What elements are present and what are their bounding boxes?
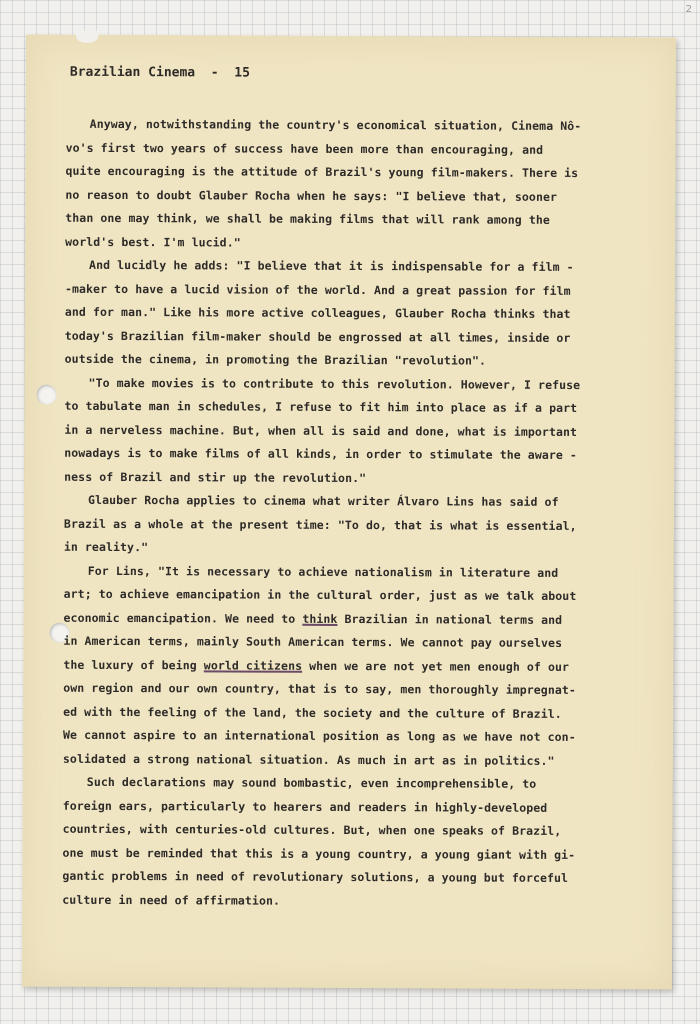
- text-line: [63, 653, 629, 679]
- text-line: in a nerveless machine. But, when all is said and done, what is important: [64, 422, 578, 439]
- text-line: quite encouraging is the attitude of Brazil's young film-makers. There is: [65, 163, 579, 180]
- punch-hole-icon: [36, 385, 56, 405]
- corner-page-mark: 2: [685, 4, 692, 15]
- text-line: own region and our own country, that is to say, men thoroughly impregnat-: [63, 680, 576, 697]
- text-line: And lucidly he adds: "I believe that it is indispensable for a film -: [89, 257, 574, 274]
- text-line: ness of Brazil and stir up the revolution.": [64, 469, 367, 485]
- text-line: "To make movies is to contribute to this revolution. However, I refuse: [88, 375, 581, 392]
- text-line: Brazil as a whole at the present time: "To do, that is what is essential,: [63, 516, 577, 533]
- text-line: countries, with centuries-old cultures. But, when one speaks of Brazil,: [62, 821, 562, 838]
- text-line: no reason to doubt Glauber Rocha when he says: "I believe that, sooner: [65, 187, 558, 204]
- text-line: and for man." Like his more active colleagues, Glauber Rocha thinks that: [64, 304, 571, 321]
- text-line: outside the cinema, in promoting the Brazilian "revolution".: [64, 351, 487, 368]
- text-line: Anyway, notwithstanding the country's economical situation, Cinema Nô-: [89, 116, 582, 134]
- text-line: art; to achieve emancipation in the cultural order, just as we talk about: [63, 586, 577, 603]
- text-line: than one may think, we shall be making films that will rank among the: [65, 210, 550, 227]
- text-line: Such declarations may sound bombastic, even incomprehensible, to: [86, 774, 537, 791]
- text-line: For Lins, "It is necessary to achieve nationalism in literature and: [87, 563, 559, 580]
- text-line: today's Brazilian film-maker should be engrossed at all times, inside or: [64, 328, 571, 345]
- text-line: in reality.": [63, 539, 149, 555]
- text-segment: economic emancipation. We need to: [63, 610, 303, 626]
- underlined-word: think: [302, 611, 338, 626]
- typed-body: [62, 113, 631, 914]
- text-segment: the luxury of being: [63, 657, 204, 672]
- text-segment: Brazilian in national terms and: [337, 611, 563, 627]
- text-line: in American terms, mainly South American terms. We cannot pay ourselves: [63, 633, 563, 650]
- text-line: to tabulate man in schedules, I refuse to fit him into place as if a part: [64, 398, 578, 415]
- text-line: ed with the feeling of the land, the society and the culture of Brazil.: [63, 704, 562, 721]
- text-line: vo's first two years of success have been more than encouraging, and: [65, 140, 544, 157]
- text-line: -maker to have a lucid vision of the world. And a great passion for film: [64, 281, 571, 298]
- text-line: gantic problems in need of revolutionary solutions, a young but forceful: [62, 868, 569, 885]
- text-line: world's best. I'm lucid.": [65, 234, 241, 250]
- text-line: foreign ears, particularly to hearers and readers in highly-developed: [62, 798, 548, 815]
- torn-corner: [76, 31, 98, 43]
- text-line: culture in need of affirmation.: [62, 892, 281, 908]
- typed-page: [22, 35, 676, 990]
- text-segment: when we are not yet men enough of our: [302, 658, 570, 674]
- text-line: We cannot aspire to an international position as long as we have not con-: [62, 727, 576, 744]
- text-line: nowadays is to make films of all kinds, in order to stimulate the aware -: [64, 445, 578, 462]
- text-line: one must be reminded that this is a young country, a young giant with gi-: [62, 845, 576, 862]
- text-line: Glauber Rocha applies to cinema what writer Álvaro Lins has said of: [88, 492, 559, 509]
- text-line: [63, 606, 629, 632]
- underlined-phrase: world citizens: [203, 657, 303, 673]
- page-header: Brazilian Cinema - 15: [69, 64, 250, 81]
- text-line: solidated a strong national situation. As much in art as in politics.": [62, 751, 555, 768]
